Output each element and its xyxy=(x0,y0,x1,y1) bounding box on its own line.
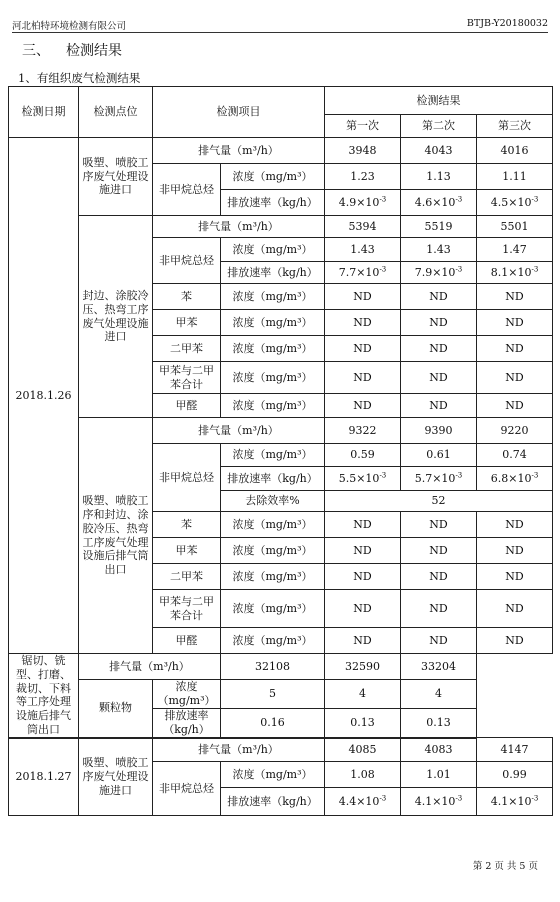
pollutant-label: 甲苯 xyxy=(153,538,221,564)
value-mantissa: 4.1×10 xyxy=(414,794,456,808)
item-label: 浓度（mg/m³） xyxy=(221,538,325,564)
value-cell: 1.23 xyxy=(325,164,401,190)
pollutant-label: 甲苯与二甲苯合计 xyxy=(153,590,221,628)
value-cell: 5394 xyxy=(325,216,401,238)
value-cell: 1.11 xyxy=(477,164,553,190)
item-label: 排气量（m³/h） xyxy=(153,418,325,444)
date-cell: 2018.1.26 xyxy=(9,138,79,654)
value-cell: 3948 xyxy=(325,138,401,164)
value-cell: ND xyxy=(401,538,477,564)
value-cell: 4043 xyxy=(401,138,477,164)
value-exponent: -3 xyxy=(531,470,539,479)
item-label: 浓度（mg/m³） xyxy=(221,762,325,788)
pollutant-label: 非甲烷总烃 xyxy=(153,762,221,816)
header-row xyxy=(9,87,553,115)
value-cell: ND xyxy=(477,336,553,362)
value-cell: 4147 xyxy=(477,738,553,762)
page-number: 第 2 页 共 5 页 xyxy=(472,861,538,872)
value-exponent: -3 xyxy=(455,194,463,203)
value-cell: 33204 xyxy=(401,654,477,680)
value-cell: ND xyxy=(325,564,401,590)
value-cell xyxy=(401,190,477,216)
page-header xyxy=(12,18,548,33)
value-cell: ND xyxy=(325,512,401,538)
section-title: 检测结果 xyxy=(66,43,122,59)
value-cell: 1.43 xyxy=(401,238,477,262)
value-mantissa: 4.5×10 xyxy=(490,195,532,209)
results-table xyxy=(8,86,553,816)
value-cell: ND xyxy=(477,538,553,564)
table-row xyxy=(9,738,553,762)
document-id: BTJB-Y20180032 xyxy=(466,18,548,29)
value-cell xyxy=(401,262,477,284)
value-cell xyxy=(477,190,553,216)
section-heading xyxy=(22,40,122,60)
value-cell xyxy=(325,788,401,816)
item-label: 排放速率（kg/h） xyxy=(221,190,325,216)
value-cell xyxy=(325,190,401,216)
value-cell xyxy=(477,467,553,491)
item-label: 浓度（mg/m³） xyxy=(221,628,325,654)
value-cell: 1.43 xyxy=(325,238,401,262)
value-mantissa: 4.6×10 xyxy=(414,195,456,209)
value-mantissa: 6.8×10 xyxy=(490,471,532,485)
value-mantissa: 5.7×10 xyxy=(414,471,456,485)
table-row xyxy=(9,216,553,238)
value-mantissa: 7.9×10 xyxy=(414,265,456,279)
value-cell: ND xyxy=(477,512,553,538)
value-cell: 32590 xyxy=(325,654,401,680)
value-cell: 0.13 xyxy=(325,709,401,738)
value-cell xyxy=(477,262,553,284)
value-cell: 4 xyxy=(401,680,477,709)
value-cell: ND xyxy=(477,590,553,628)
header-run-2: 第二次 xyxy=(401,115,477,138)
pollutant-label: 非甲烷总烃 xyxy=(153,238,221,284)
value-cell xyxy=(325,262,401,284)
value-exponent: -3 xyxy=(379,264,387,273)
value-exponent: -3 xyxy=(531,194,539,203)
item-label: 浓度（mg/m³） xyxy=(221,362,325,394)
value-cell: ND xyxy=(401,284,477,310)
value-cell: 9220 xyxy=(477,418,553,444)
value-cell: ND xyxy=(401,310,477,336)
value-cell: 52 xyxy=(325,491,553,512)
value-mantissa: 8.1×10 xyxy=(490,265,532,279)
value-mantissa: 4.9×10 xyxy=(338,195,380,209)
pollutant-label: 非甲烷总烃 xyxy=(153,164,221,216)
value-exponent: -3 xyxy=(379,194,387,203)
value-cell: ND xyxy=(401,362,477,394)
pollutant-label: 甲苯 xyxy=(153,310,221,336)
header-item: 检测项目 xyxy=(153,87,325,138)
item-label: 排气量（m³/h） xyxy=(79,654,221,680)
value-cell: 1.01 xyxy=(401,762,477,788)
value-cell: 0.13 xyxy=(401,709,477,738)
header-date: 检测日期 xyxy=(9,87,79,138)
value-cell: ND xyxy=(477,310,553,336)
value-cell: ND xyxy=(401,564,477,590)
value-exponent: -3 xyxy=(531,793,539,802)
value-cell: ND xyxy=(325,336,401,362)
item-label: 浓度（mg/m³） xyxy=(221,284,325,310)
value-cell: 4085 xyxy=(325,738,401,762)
pollutant-label: 颗粒物 xyxy=(79,680,153,738)
value-cell: 5 xyxy=(221,680,325,709)
value-cell: 9390 xyxy=(401,418,477,444)
company-name: 河北柏特环境检测有限公司 xyxy=(12,21,127,32)
value-exponent: -3 xyxy=(531,264,539,273)
value-cell: ND xyxy=(325,362,401,394)
value-cell: ND xyxy=(325,394,401,418)
value-cell: 4016 xyxy=(477,138,553,164)
value-exponent: -3 xyxy=(379,793,387,802)
value-mantissa: 4.4×10 xyxy=(338,794,380,808)
item-label: 浓度（mg/m³） xyxy=(221,564,325,590)
item-label: 排放速率（kg/h） xyxy=(221,262,325,284)
header-run-1: 第一次 xyxy=(325,115,401,138)
value-cell: 32108 xyxy=(221,654,325,680)
value-cell: ND xyxy=(477,284,553,310)
value-exponent: -3 xyxy=(455,793,463,802)
value-cell: 4083 xyxy=(401,738,477,762)
value-cell: 5519 xyxy=(401,216,477,238)
value-mantissa: 7.7×10 xyxy=(338,265,380,279)
pollutant-label: 甲醛 xyxy=(153,394,221,418)
value-cell: ND xyxy=(325,538,401,564)
table-row xyxy=(9,680,553,709)
table-row xyxy=(9,138,553,164)
item-label: 排气量（m³/h） xyxy=(153,216,325,238)
value-cell: ND xyxy=(401,336,477,362)
value-cell: 5501 xyxy=(477,216,553,238)
item-label: 排放速率（kg/h） xyxy=(221,788,325,816)
value-cell: ND xyxy=(477,394,553,418)
value-cell: 0.74 xyxy=(477,444,553,467)
item-label: 排放速率（kg/h） xyxy=(153,709,221,738)
value-exponent: -3 xyxy=(455,470,463,479)
item-label: 浓度（mg/m³） xyxy=(221,394,325,418)
value-cell: 0.99 xyxy=(477,762,553,788)
pollutant-label: 甲醛 xyxy=(153,628,221,654)
header-point: 检测点位 xyxy=(79,87,153,138)
date-cell: 2018.1.27 xyxy=(9,738,79,816)
value-cell: ND xyxy=(325,590,401,628)
subsection-heading: 1、有组织废气检测结果 xyxy=(18,71,141,85)
value-cell: ND xyxy=(477,628,553,654)
pollutant-label: 苯 xyxy=(153,512,221,538)
value-cell: ND xyxy=(325,284,401,310)
section-number: 三、 xyxy=(22,43,50,59)
item-label: 去除效率% xyxy=(221,491,325,512)
value-exponent: -3 xyxy=(379,470,387,479)
value-cell: 4 xyxy=(325,680,401,709)
value-cell: ND xyxy=(401,512,477,538)
header-run-3: 第三次 xyxy=(477,115,553,138)
pollutant-label: 二甲苯 xyxy=(153,336,221,362)
value-cell: ND xyxy=(477,564,553,590)
item-label: 排气量（m³/h） xyxy=(153,138,325,164)
value-cell xyxy=(325,467,401,491)
table-row xyxy=(9,654,553,680)
value-cell: 0.61 xyxy=(401,444,477,467)
item-label: 浓度（mg/m³） xyxy=(221,164,325,190)
item-label: 浓度（mg/m³） xyxy=(221,336,325,362)
value-cell: ND xyxy=(401,628,477,654)
item-label: 浓度（mg/m³） xyxy=(221,238,325,262)
table-row xyxy=(9,418,553,444)
value-cell: ND xyxy=(325,310,401,336)
value-cell xyxy=(477,788,553,816)
value-mantissa: 4.1×10 xyxy=(490,794,532,808)
value-cell: 9322 xyxy=(325,418,401,444)
point-cell: 吸塑、喷胶工序废气处理设施进口 xyxy=(79,138,153,216)
item-label: 排气量（m³/h） xyxy=(153,738,325,762)
value-cell: 1.08 xyxy=(325,762,401,788)
value-cell xyxy=(401,788,477,816)
item-label: 浓度（mg/m³） xyxy=(221,512,325,538)
point-cell: 吸塑、喷胶工序和封边、涂胶冷压、热弯工序废气处理设施后排气筒出口 xyxy=(79,418,153,654)
item-label: 浓度（mg/m³） xyxy=(221,310,325,336)
value-cell: 0.16 xyxy=(221,709,325,738)
value-cell: ND xyxy=(325,628,401,654)
value-cell: ND xyxy=(401,590,477,628)
header-result: 检测结果 xyxy=(325,87,553,115)
point-cell: 吸塑、喷胶工序废气处理设施进口 xyxy=(79,738,153,816)
item-label: 浓度（mg/m³） xyxy=(221,444,325,467)
value-cell: ND xyxy=(401,394,477,418)
value-exponent: -3 xyxy=(455,264,463,273)
pollutant-label: 二甲苯 xyxy=(153,564,221,590)
item-label: 浓度（mg/m³） xyxy=(153,680,221,709)
point-cell: 锯切、铣型、打磨、裁切、下料等工序处理设施后排气筒出口 xyxy=(9,654,79,738)
pollutant-label: 甲苯与二甲苯合计 xyxy=(153,362,221,394)
value-cell: 1.13 xyxy=(401,164,477,190)
value-cell xyxy=(401,467,477,491)
pollutant-label: 苯 xyxy=(153,284,221,310)
value-cell: 1.47 xyxy=(477,238,553,262)
item-label: 浓度（mg/m³） xyxy=(221,590,325,628)
pollutant-label: 非甲烷总烃 xyxy=(153,444,221,512)
value-cell: 0.59 xyxy=(325,444,401,467)
value-cell: ND xyxy=(477,362,553,394)
point-cell: 封边、涂胶冷压、热弯工序废气处理设施进口 xyxy=(79,216,153,418)
value-mantissa: 5.5×10 xyxy=(338,471,380,485)
item-label: 排放速率（kg/h） xyxy=(221,467,325,491)
